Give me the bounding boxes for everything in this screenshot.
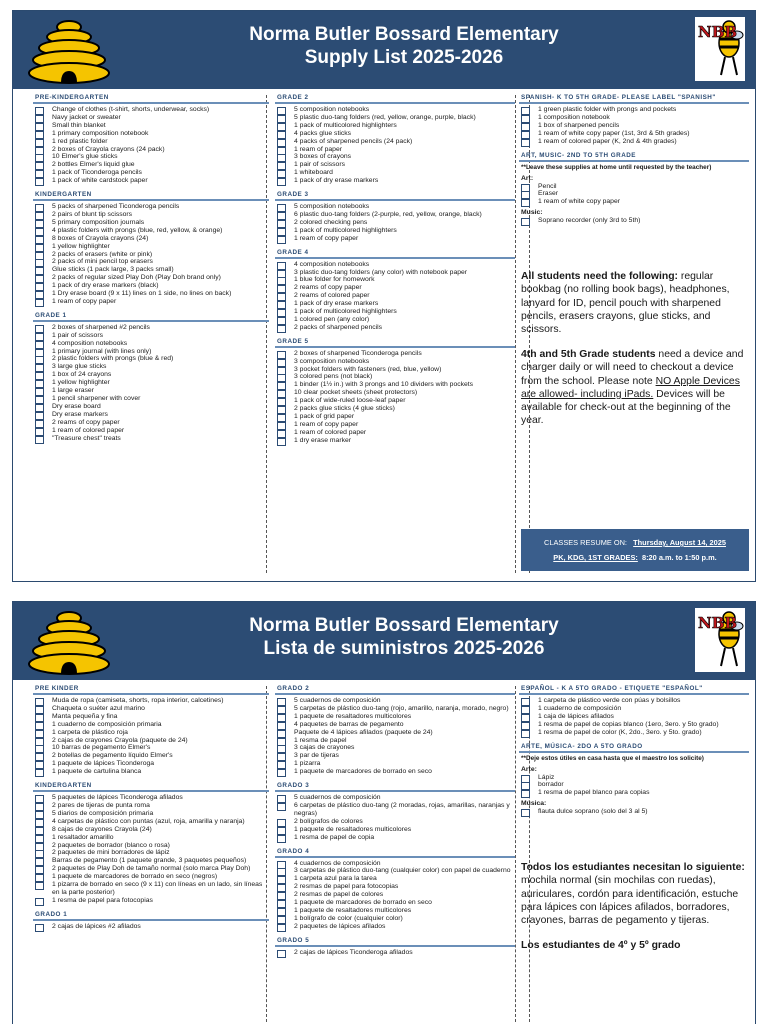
spanish-supply-list — [12, 601, 756, 1024]
supply-item[interactable]: 5 cuadernos de composición — [275, 794, 515, 802]
supply-item[interactable]: Lápiz — [519, 774, 749, 782]
classes-resume-box: CLASSES RESUME ON: Thursday, August 14, 2025 PK, KDG, 1ST GRADES: 8:20 a.m. to 1:50 p.m. — [521, 529, 749, 571]
section-title: KINDERGARTEN — [33, 781, 269, 792]
section-title: ARTE, MÚSICA- 2DO A 5TO GRADO — [519, 742, 749, 753]
supply-item[interactable]: 1 pizarra — [275, 760, 515, 768]
supply-item[interactable]: 1 ream of colored paper — [33, 427, 269, 435]
column-upper-grades — [275, 684, 515, 1024]
supply-item[interactable]: 8 boxes of Crayola crayons (24) — [33, 235, 269, 243]
supply-item[interactable]: 3 pocket folders with fasteners (red, blue, yellow) — [275, 366, 515, 374]
supply-item[interactable]: 1 resma de papel blanco para copias — [519, 789, 749, 797]
supply-item[interactable]: 1 ream of white copy paper (1st, 3rd & 5th grades) — [519, 130, 749, 138]
supply-item[interactable]: 1 ream of paper — [275, 146, 515, 154]
supply-item[interactable]: 2 boxes of sharpened #2 pencils — [33, 324, 269, 332]
supply-item[interactable]: 1 resma de papel para fotocopias — [33, 897, 269, 905]
supply-item[interactable]: 1 paquete de resaltadores multicolores — [275, 907, 515, 915]
supply-item[interactable]: 1 paquete de cartulina blanca — [33, 768, 269, 776]
supply-item[interactable]: 2 reams of colored paper — [275, 292, 515, 300]
supply-item[interactable]: 3 plastic duo-tang folders (any color) with notebook paper — [275, 269, 515, 277]
supply-list — [275, 350, 515, 445]
supply-item[interactable]: 2 plastic folders with prongs (blue & red) — [33, 355, 269, 363]
grade-section — [33, 190, 269, 306]
grade-section — [275, 93, 515, 185]
supply-item[interactable]: 8 cajas de crayones Crayola (24) — [33, 826, 269, 834]
supply-item[interactable]: 3 composition notebooks — [275, 358, 515, 366]
supply-item[interactable]: 5 packs of sharpened Ticonderoga pencils — [33, 203, 269, 211]
supply-item[interactable]: 1 blue folder for homework — [275, 276, 515, 284]
supply-item[interactable]: 1 ream of copy paper — [275, 235, 515, 243]
section-title: ESPAÑOL - K A 5TO GRADO - ETIQUETE "ESPAÑOL" — [519, 684, 749, 695]
supply-item[interactable]: Dry erase markers — [33, 411, 269, 419]
supply-item[interactable]: "Treasure chest" treats — [33, 435, 269, 443]
grade-section — [33, 93, 269, 185]
supply-item[interactable]: 1 ream of colored paper (K, 2nd & 4th grades) — [519, 138, 749, 146]
section-title: PRE KINDER — [33, 684, 269, 695]
spanish-section — [519, 684, 749, 737]
section-title: GRADE 4 — [275, 248, 515, 259]
supply-item[interactable]: 1 primary journal (with lines only) — [33, 348, 269, 356]
supply-item[interactable]: 1 dry erase marker — [275, 437, 515, 445]
grade-section — [33, 781, 269, 905]
supply-item[interactable]: 1 pack of dry erase markers (black) — [33, 282, 269, 290]
section-title: GRADE 2 — [275, 93, 515, 104]
supply-item[interactable]: 1 whiteboard — [275, 169, 515, 177]
supply-list — [275, 106, 515, 185]
supply-item[interactable]: 1 binder (1½ in.) with 3 prongs and 10 dividers with pockets — [275, 381, 515, 389]
spanish-section — [519, 93, 749, 146]
supply-list — [275, 949, 515, 957]
beehive-icon — [27, 15, 111, 87]
supply-item[interactable]: 1 colored pen (any color) — [275, 316, 515, 324]
supply-item[interactable]: Soprano recorder (only 3rd to 5th) — [519, 217, 749, 225]
supply-item[interactable]: 1 paquete de resaltadores multicolores — [275, 826, 515, 834]
supply-item[interactable]: Muda de ropa (camiseta, shorts, ropa interior, calcetines) — [33, 697, 269, 705]
supply-item[interactable]: Glue sticks (1 pack large, 3 packs small) — [33, 266, 269, 274]
supply-item[interactable]: 3 boxes of crayons — [275, 153, 515, 161]
supply-list — [33, 697, 269, 776]
grade-section — [275, 781, 515, 841]
supply-item[interactable]: 5 plastic duo-tang folders (red, yellow, orange, purple, black) — [275, 114, 515, 122]
supply-item[interactable]: 4 composition notebooks — [275, 261, 515, 269]
supply-item[interactable]: 2 packs glue sticks (4 glue sticks) — [275, 405, 515, 413]
page-title — [163, 614, 645, 660]
section-title: GRADE 3 — [275, 190, 515, 201]
supply-item[interactable]: 2 paquetes de Play Doh de tamaño normal (solo marca Play Doh) — [33, 865, 269, 873]
grade-section — [275, 248, 515, 332]
supply-item[interactable]: 3 cajas de crayones — [275, 744, 515, 752]
all-students-paragraph: All students need the following: regular bookbag (no rolling book bags), headphones, lanyard for ID, pencil pouch with sharpened pencils, erasers crayons, glue sticks, and scissors. — [521, 271, 730, 335]
section-title: GRADO 2 — [275, 684, 515, 695]
supply-item[interactable]: 5 paquetes de lápices Ticonderoga afilados — [33, 794, 269, 802]
supply-item[interactable]: 1 resma de papel — [275, 737, 515, 745]
supply-item[interactable]: 1 pack of dry erase markers — [275, 300, 515, 308]
supply-list — [33, 324, 269, 443]
supply-item[interactable]: 3 large glue sticks — [33, 363, 269, 371]
supply-item[interactable]: 2 packs of erasers (white or pink) — [33, 251, 269, 259]
supply-item[interactable]: 2 boxes of sharpened Ticonderoga pencils — [275, 350, 515, 358]
grade-section — [275, 190, 515, 243]
art-label: Art: — [521, 174, 534, 182]
supply-item[interactable]: 1 pair of scissors — [275, 161, 515, 169]
column-early-grades — [33, 684, 269, 1024]
supply-item[interactable]: 1 pack of Ticonderoga pencils — [33, 169, 269, 177]
supply-item[interactable]: 3 par de tijeras — [275, 752, 515, 760]
supply-item[interactable]: 1 ream of colored paper — [275, 429, 515, 437]
supply-item[interactable]: 1 pack of white cardstock paper — [33, 177, 269, 185]
supply-item[interactable]: 1 paquete de lápices Ticonderoga — [33, 760, 269, 768]
header-banner — [13, 602, 755, 680]
supply-list — [275, 203, 515, 243]
supply-list — [275, 794, 515, 841]
supply-item[interactable]: 1 pack of dry erase markers — [275, 177, 515, 185]
supply-item[interactable]: 1 ream of white copy paper — [519, 198, 749, 206]
supply-item[interactable]: 1 primary composition notebook — [33, 130, 269, 138]
supply-item[interactable]: Barras de pegamento (1 paquete grande, 3 paquetes pequeños) — [33, 857, 269, 865]
supply-item[interactable]: 1 Dry erase board (9 x 11) lines on 1 side, no lines on back) — [33, 290, 269, 298]
column-early-grades — [33, 93, 269, 575]
section-title: SPANISH- K TO 5TH GRADE- PLEASE LABEL "SPANISH" — [519, 93, 749, 104]
supply-item[interactable]: Pencil — [519, 183, 749, 191]
supply-item[interactable]: 10 Elmer's glue sticks — [33, 153, 269, 161]
supply-item[interactable]: 5 cuadernos de composición — [275, 697, 515, 705]
supply-item[interactable]: Manta pequeña y fina — [33, 713, 269, 721]
art-music-section — [519, 151, 749, 226]
supply-item[interactable]: 2 cajas de crayones Crayola (paquete de 24) — [33, 737, 269, 745]
supply-item[interactable]: 2 paquetes de lápices afilados — [275, 923, 515, 931]
supply-item[interactable]: 2 resmas de papel de colores — [275, 891, 515, 899]
section-title: GRADO 1 — [33, 910, 269, 921]
supply-item[interactable]: 4 composition notebooks — [33, 340, 269, 348]
supply-item[interactable]: 1 carpeta azul para la tarea — [275, 875, 515, 883]
list-title: Lista de suministros 2025-2026 — [263, 638, 545, 659]
supply-item[interactable]: 5 composition notebooks — [275, 203, 515, 211]
supply-item[interactable]: 2 resmas de papel para fotocopias — [275, 883, 515, 891]
column-upper-grades — [275, 93, 515, 575]
supply-item[interactable]: 1 pack of multicolored highlighters — [275, 227, 515, 235]
column-specials — [519, 684, 749, 1024]
grade-section — [275, 684, 515, 776]
supply-item[interactable]: 1 red plastic folder — [33, 138, 269, 146]
device-paragraph: 4th and 5th Grade students need a device and charger daily or will need to checkout a device from the school. Please note NO Apple Devices are allowed- including iPads. Devices will be available for check-out at the beginning of the year. — [521, 349, 744, 427]
supply-item[interactable]: 1 yellow highlighter — [33, 379, 269, 387]
supply-item[interactable]: 2 botellas de pegamento líquido Elmer's — [33, 752, 269, 760]
supply-item[interactable]: 5 composition notebooks — [275, 106, 515, 114]
supply-list — [33, 923, 269, 931]
supply-item[interactable]: 2 packs of mini pencil top erasers — [33, 258, 269, 266]
supply-item[interactable]: Change of clothes (t-shirt, shorts, underwear, socks) — [33, 106, 269, 114]
supply-list — [275, 860, 515, 931]
supplies-note: **Deje estos útiles en casa hasta que el maestro los solicite) — [521, 754, 704, 762]
section-title: GRADE 1 — [33, 311, 269, 322]
svg-text:NBB: NBB — [698, 23, 738, 41]
section-title: GRADO 3 — [275, 781, 515, 792]
supply-item[interactable]: 3 colored pens (not black) — [275, 373, 515, 381]
school-name: Norma Butler Bossard Elementary — [249, 615, 559, 636]
supply-item[interactable]: 2 cajas de lápices #2 afilados — [33, 923, 269, 931]
supply-item[interactable]: 4 carpetas de plástico con puntas (azul, roja, amarilla y naranja) — [33, 818, 269, 826]
supply-item[interactable]: 2 paquetes de mini borradores de lápiz — [33, 849, 269, 857]
supply-item[interactable]: 3 carpetas de plástico duo-tang (cualquier color) con papel de cuaderno — [275, 867, 515, 875]
supply-item[interactable]: 5 diarios de composición primaria — [33, 810, 269, 818]
supply-item[interactable]: 1 yellow highlighter — [33, 243, 269, 251]
supply-item[interactable]: flauta dulce soprano (solo del 3 al 5) — [519, 808, 749, 816]
section-title: GRADE 5 — [275, 337, 515, 348]
bee-mascot-logo — [695, 608, 745, 672]
supply-item[interactable]: 1 resma de papel de color (K, 2do., 3ero. y 5to. grado) — [519, 729, 749, 737]
grade-section — [275, 337, 515, 445]
supply-item[interactable]: 1 resma de papel de copia — [275, 834, 515, 842]
supply-item[interactable]: 1 box of 24 crayons — [33, 371, 269, 379]
supply-item[interactable]: Paquete de 4 lápices afilados (paquete de 24) — [275, 729, 515, 737]
supply-item[interactable]: 4 paquetes de barras de pegamento — [275, 721, 515, 729]
supply-item[interactable]: 4 plastic folders with prongs (blue, red, yellow, & orange) — [33, 227, 269, 235]
english-supply-list — [12, 10, 756, 582]
svg-text:NBB: NBB — [698, 614, 738, 632]
art-label: Arte: — [521, 765, 537, 773]
supply-item[interactable]: 1 pack of multicolored highlighters — [275, 308, 515, 316]
supply-item[interactable]: 1 cuaderno de composición primaria — [33, 721, 269, 729]
section-title: GRADO 4 — [275, 847, 515, 858]
supply-item[interactable]: Eraser — [519, 190, 749, 198]
supply-item[interactable]: Small thin blanket — [33, 122, 269, 130]
supply-item[interactable]: 1 large eraser — [33, 387, 269, 395]
grade-section — [33, 311, 269, 443]
supply-item[interactable]: 4 packs glue sticks — [275, 130, 515, 138]
page-title — [163, 23, 645, 69]
supply-item[interactable]: 1 paquete de resaltadores multicolores — [275, 713, 515, 721]
supply-list — [33, 794, 269, 905]
supply-item[interactable]: 5 carpetas de plástico duo-tang (rojo, amarillo, naranja, morado, negro) — [275, 705, 515, 713]
grade-section — [275, 936, 515, 957]
supply-item[interactable]: 2 boxes of Crayola crayons (24 pack) — [33, 146, 269, 154]
supply-item[interactable]: 1 green plastic folder with prongs and pockets — [519, 106, 749, 114]
music-label: Music: — [521, 209, 543, 217]
supply-list — [275, 697, 515, 776]
supply-item[interactable]: 10 clear pocket sheets (sheet protectors) — [275, 389, 515, 397]
supply-item[interactable]: 1 pack of wide-ruled loose-leaf paper — [275, 397, 515, 405]
bee-mascot-logo — [695, 17, 745, 81]
supply-item[interactable]: 2 bolígrafos de colores — [275, 818, 515, 826]
supply-item[interactable]: 1 carpeta de plástico verde con púas y bolsillos — [519, 697, 749, 705]
supply-item[interactable]: 1 pizarra de borrado en seco (9 x 11) con líneas en un lado, sin líneas en la parte posterior) — [33, 881, 269, 897]
supply-item[interactable]: 1 resma de papel de copias blanco (1ero, 3ero. y 5to grado) — [519, 721, 749, 729]
supply-item[interactable]: 6 plastic duo-tang folders (2-purple, red, yellow, orange, black) — [275, 211, 515, 219]
supply-item[interactable]: 1 ream of copy paper — [33, 298, 269, 306]
section-title: GRADO 5 — [275, 936, 515, 947]
supply-item[interactable]: 2 pares de tijeras de punta roma — [33, 802, 269, 810]
supply-item[interactable]: 1 cuaderno de composición — [519, 705, 749, 713]
supply-list — [33, 106, 269, 185]
supply-item[interactable]: 1 caja de lápices afilados — [519, 713, 749, 721]
header-banner — [13, 11, 755, 89]
supply-item[interactable]: 6 carpetas de plástico duo-tang (2 moradas, rojas, amarillas, naranjas y negras) — [275, 802, 515, 818]
supply-item[interactable]: 1 pair of scissors — [33, 332, 269, 340]
section-title: ART, MUSIC- 2ND TO 5TH GRADE — [519, 151, 749, 162]
device-paragraph: Los estudiantes de 4º y 5º grado — [521, 940, 681, 952]
supply-item[interactable]: Chaqueta o suéter azul marino — [33, 705, 269, 713]
supply-list — [275, 261, 515, 332]
supply-item[interactable]: 1 ream of copy paper — [275, 421, 515, 429]
column-specials — [519, 93, 749, 575]
supply-item[interactable]: 4 packs of sharpened pencils (24 pack) — [275, 138, 515, 146]
supply-item[interactable]: 1 paquete de marcadores de borrado en seco — [275, 899, 515, 907]
supply-item[interactable]: 2 pairs of blunt tip scissors — [33, 211, 269, 219]
supply-item[interactable]: 2 cajas de lápices Ticonderoga afilados — [275, 949, 515, 957]
supply-item[interactable]: 1 resaltador amarillo — [33, 834, 269, 842]
supply-item[interactable]: 1 composition notebook — [519, 114, 749, 122]
supply-item[interactable]: Navy jacket or sweater — [33, 114, 269, 122]
section-title: PRE-KINDERGARTEN — [33, 93, 269, 104]
all-students-paragraph: Todos los estudiantes necesitan lo siguiente: mochila normal (sin mochilas con ruedas), auriculares, cordón para identificación, estuche para lápices con lápices afilados, borradores, crayones, barras de pegamento y tijeras. — [521, 862, 745, 926]
supplies-note: **Leave these supplies at home until requested by the teacher) — [521, 163, 712, 171]
school-name: Norma Butler Bossard Elementary — [249, 24, 559, 45]
supply-item[interactable]: 1 bolígrafo de color (cualquier color) — [275, 915, 515, 923]
supply-item[interactable]: 2 packs of regular sized Play Doh (Play Doh brand only) — [33, 274, 269, 282]
grade-section — [33, 910, 269, 931]
grade-section — [275, 847, 515, 931]
supply-item[interactable]: 1 pack of grid paper — [275, 413, 515, 421]
supply-item[interactable]: 2 packs of sharpened pencils — [275, 324, 515, 332]
supply-item[interactable]: 2 reams of copy paper — [33, 419, 269, 427]
supply-item[interactable]: 5 primary composition journals — [33, 219, 269, 227]
supply-item[interactable]: 1 paquete de marcadores de borrado en seco (negros) — [33, 873, 269, 881]
art-music-section — [519, 742, 749, 817]
supply-item[interactable]: 10 barras de pegamento Elmer's — [33, 744, 269, 752]
grade-section — [33, 684, 269, 776]
list-title: Supply List 2025-2026 — [304, 47, 504, 68]
supply-item[interactable]: 1 pencil sharpener with cover — [33, 395, 269, 403]
supply-item[interactable]: 2 reams of copy paper — [275, 284, 515, 292]
music-label: Música: — [521, 800, 547, 808]
supply-item[interactable]: borrador — [519, 781, 749, 789]
supply-item[interactable]: 1 pack of multicolored highlighters — [275, 122, 515, 130]
supply-item[interactable]: 4 cuadernos de composición — [275, 860, 515, 868]
supply-item[interactable]: 1 box of sharpened pencils — [519, 122, 749, 130]
supply-item[interactable]: 1 paquete de marcadores de borrado en seco — [275, 768, 515, 776]
section-title: KINDERGARTEN — [33, 190, 269, 201]
supply-item[interactable]: 1 carpeta de plástico roja — [33, 729, 269, 737]
supply-item[interactable]: 2 colored checking pens — [275, 219, 515, 227]
supply-item[interactable]: Dry erase board — [33, 403, 269, 411]
supply-item[interactable]: 2 bottles Elmer's liquid glue — [33, 161, 269, 169]
supply-item[interactable]: 2 paquetes de borrador (blanco o rosa) — [33, 842, 269, 850]
supply-list — [33, 203, 269, 306]
beehive-icon — [27, 606, 111, 678]
